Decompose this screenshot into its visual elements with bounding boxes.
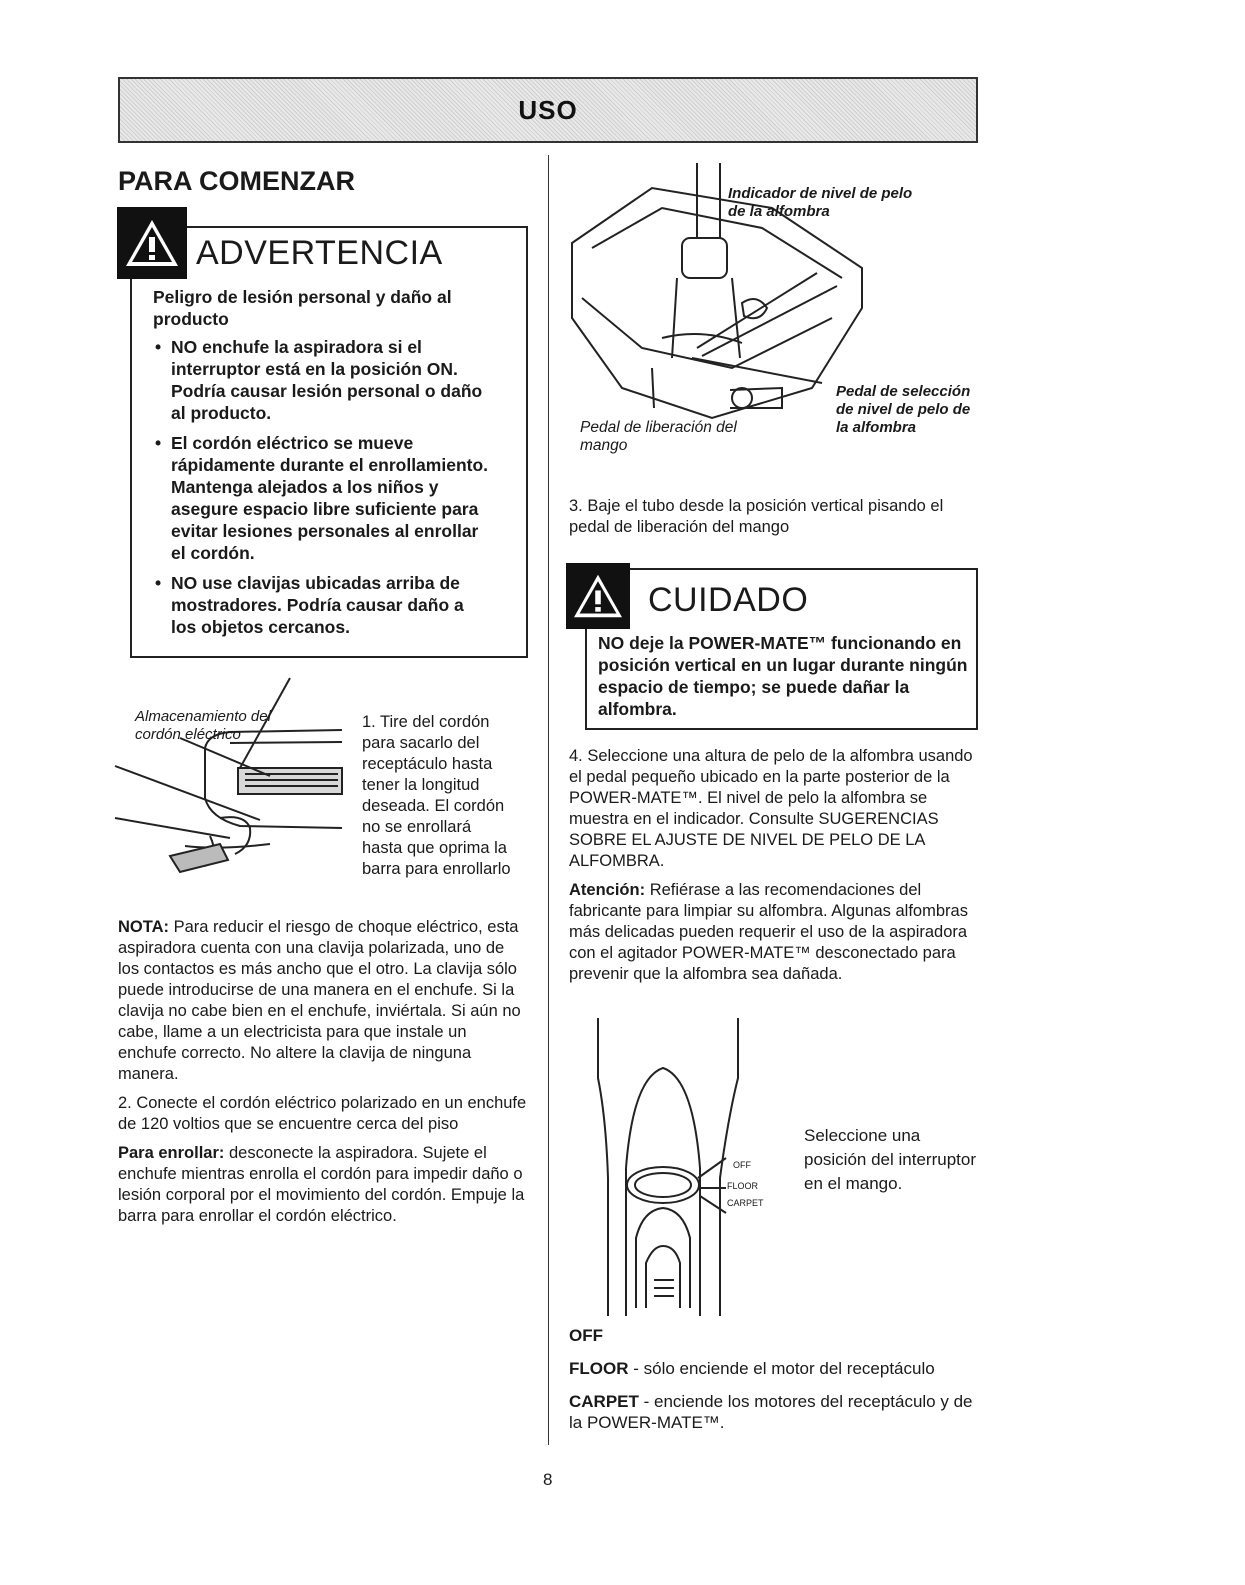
caution-icon — [566, 563, 630, 629]
selection-pedal-label: Pedal de selección de nivel de pelo de la alfombra — [836, 383, 971, 436]
step-2-text: 2. Conecte el cordón eléctrico polarizado en un enchufe de 120 voltios que se encuentre cerca del piso — [118, 1094, 527, 1133]
left-column-text — [118, 917, 528, 1235]
switch-figure — [588, 1018, 798, 1316]
advertencia-item: • El cordón eléctrico se mueve rápidamente durante el enrollamiento. Mantenga alejados a los niños y asegure espacio libre suficiente para evitar lesiones personales al enrollar el cordón. — [171, 432, 493, 564]
advertencia-title: ADVERTENCIA — [196, 234, 443, 272]
step-4-text: 4. Seleccione una altura de pelo de la alfombra usando el pedal pequeño ubicado en la parte posterior de la POWER-MATE™. El nivel de pelo la alfombra se muestra en el indicador. Consulte SUGERENCIAS SOBRE EL AJUSTE DE NIVEL DE PELO DE LA ALFOMBRA. — [569, 747, 973, 870]
nota-text: Para reducir el riesgo de choque eléctrico, esta aspiradora cuenta con una clavija polarizada, uno de los contactos es más ancho que el otro. La clavija sólo puede introducirse de una manera en el enchufe. Si la clavija no cabe bien en el enchufe, inviértala. Si aún no cabe, llame a un electricista para que instale un enchufe correcto. No altere la clavija de ninguna manera. — [118, 918, 521, 1083]
cuidado-text: NO deje la POWER-MATE™ funcionando en posición vertical en un lugar durante ningún espacio de tiempo; se puede dañar la alfombra. — [598, 633, 968, 719]
enrollar-paragraph — [118, 1143, 528, 1227]
atencion-label: Atención: — [569, 881, 646, 899]
warning-triangle-icon — [124, 217, 180, 269]
advertencia-body — [153, 286, 493, 646]
mode-floor — [569, 1358, 979, 1379]
mode-carpet-label: CARPET — [569, 1392, 639, 1411]
section-banner — [118, 77, 978, 143]
enrollar-label: Para enrollar: — [118, 1144, 225, 1162]
column-divider — [548, 155, 549, 1445]
mode-carpet — [569, 1391, 979, 1433]
step-1-text: 1. Tire del cordón para sacarlo del receptáculo hasta tener la longitud deseada. El cordón no se enrollará hasta que oprima la barra para enrollarlo — [362, 713, 511, 878]
switch-carpet-label: CARPET — [727, 1198, 764, 1208]
step-3-text: 3. Baje el tubo desde la posición vertical pisando el pedal de liberación del mango — [569, 497, 944, 536]
cord-storage-figure — [110, 668, 350, 888]
advertencia-intro: Peligro de lesión personal y daño al producto — [153, 287, 452, 329]
handle-switch-illustration — [588, 1018, 798, 1316]
cuidado-title: CUIDADO — [648, 581, 809, 619]
nota-paragraph — [118, 917, 528, 1085]
vacuum-cord-illustration — [110, 668, 350, 888]
banner-title: USO — [518, 94, 578, 125]
mode-off-label: OFF — [569, 1326, 603, 1345]
switch-off-label: OFF — [733, 1160, 751, 1170]
section-title: PARA COMENZAR — [118, 166, 355, 196]
switch-caption: Seleccione una posición del interruptor en el mango. — [804, 1126, 976, 1193]
atencion-text: Refiérase a las recomendaciones del fabricante para limpiar su alfombra. Algunas alfombras más delicadas pueden requerir el uso de la aspiradora con el agitador POWER-MATE™ desconectado para prevenir que la alfombra sea dañada. — [569, 881, 968, 983]
mode-floor-text: - sólo enciende el motor del receptáculo — [633, 1359, 935, 1378]
enrollar-text: desconecte la aspiradora. Sujete el enchufe mientras enrolla el cordón para impedir daño o lesión corporal por el movimiento del cordón. Empuje la barra para enrollar el cordón eléctrico. — [118, 1144, 525, 1225]
mode-carpet-text: - enciende los motores del receptáculo y de la POWER-MATE™. — [569, 1392, 973, 1432]
atencion-paragraph — [569, 880, 977, 985]
warning-icon — [117, 207, 187, 279]
modes-list — [569, 1325, 979, 1441]
page-number: 8 — [543, 1470, 553, 1489]
advertencia-item: • NO enchufe la aspiradora si el interruptor está en la posición ON. Podría causar lesión personal o daño al producto. — [171, 336, 493, 424]
right-column-text — [569, 746, 977, 993]
mode-floor-label: FLOOR — [569, 1359, 629, 1378]
cord-storage-label: Almacenamiento del cordón eléctrico — [135, 708, 271, 743]
nota-label: NOTA: — [118, 918, 170, 936]
release-pedal-label: Pedal de liberación del mango — [580, 419, 737, 454]
advertencia-item: • NO use clavijas ubicadas arriba de mostradores. Podría causar daño a los objetos cercanos. — [171, 572, 493, 638]
switch-floor-label: FLOOR — [727, 1181, 759, 1191]
indicator-label: Indicador de nivel de pelo de la alfombra — [728, 185, 913, 220]
mode-off — [569, 1325, 979, 1346]
caution-triangle-icon — [572, 572, 624, 620]
